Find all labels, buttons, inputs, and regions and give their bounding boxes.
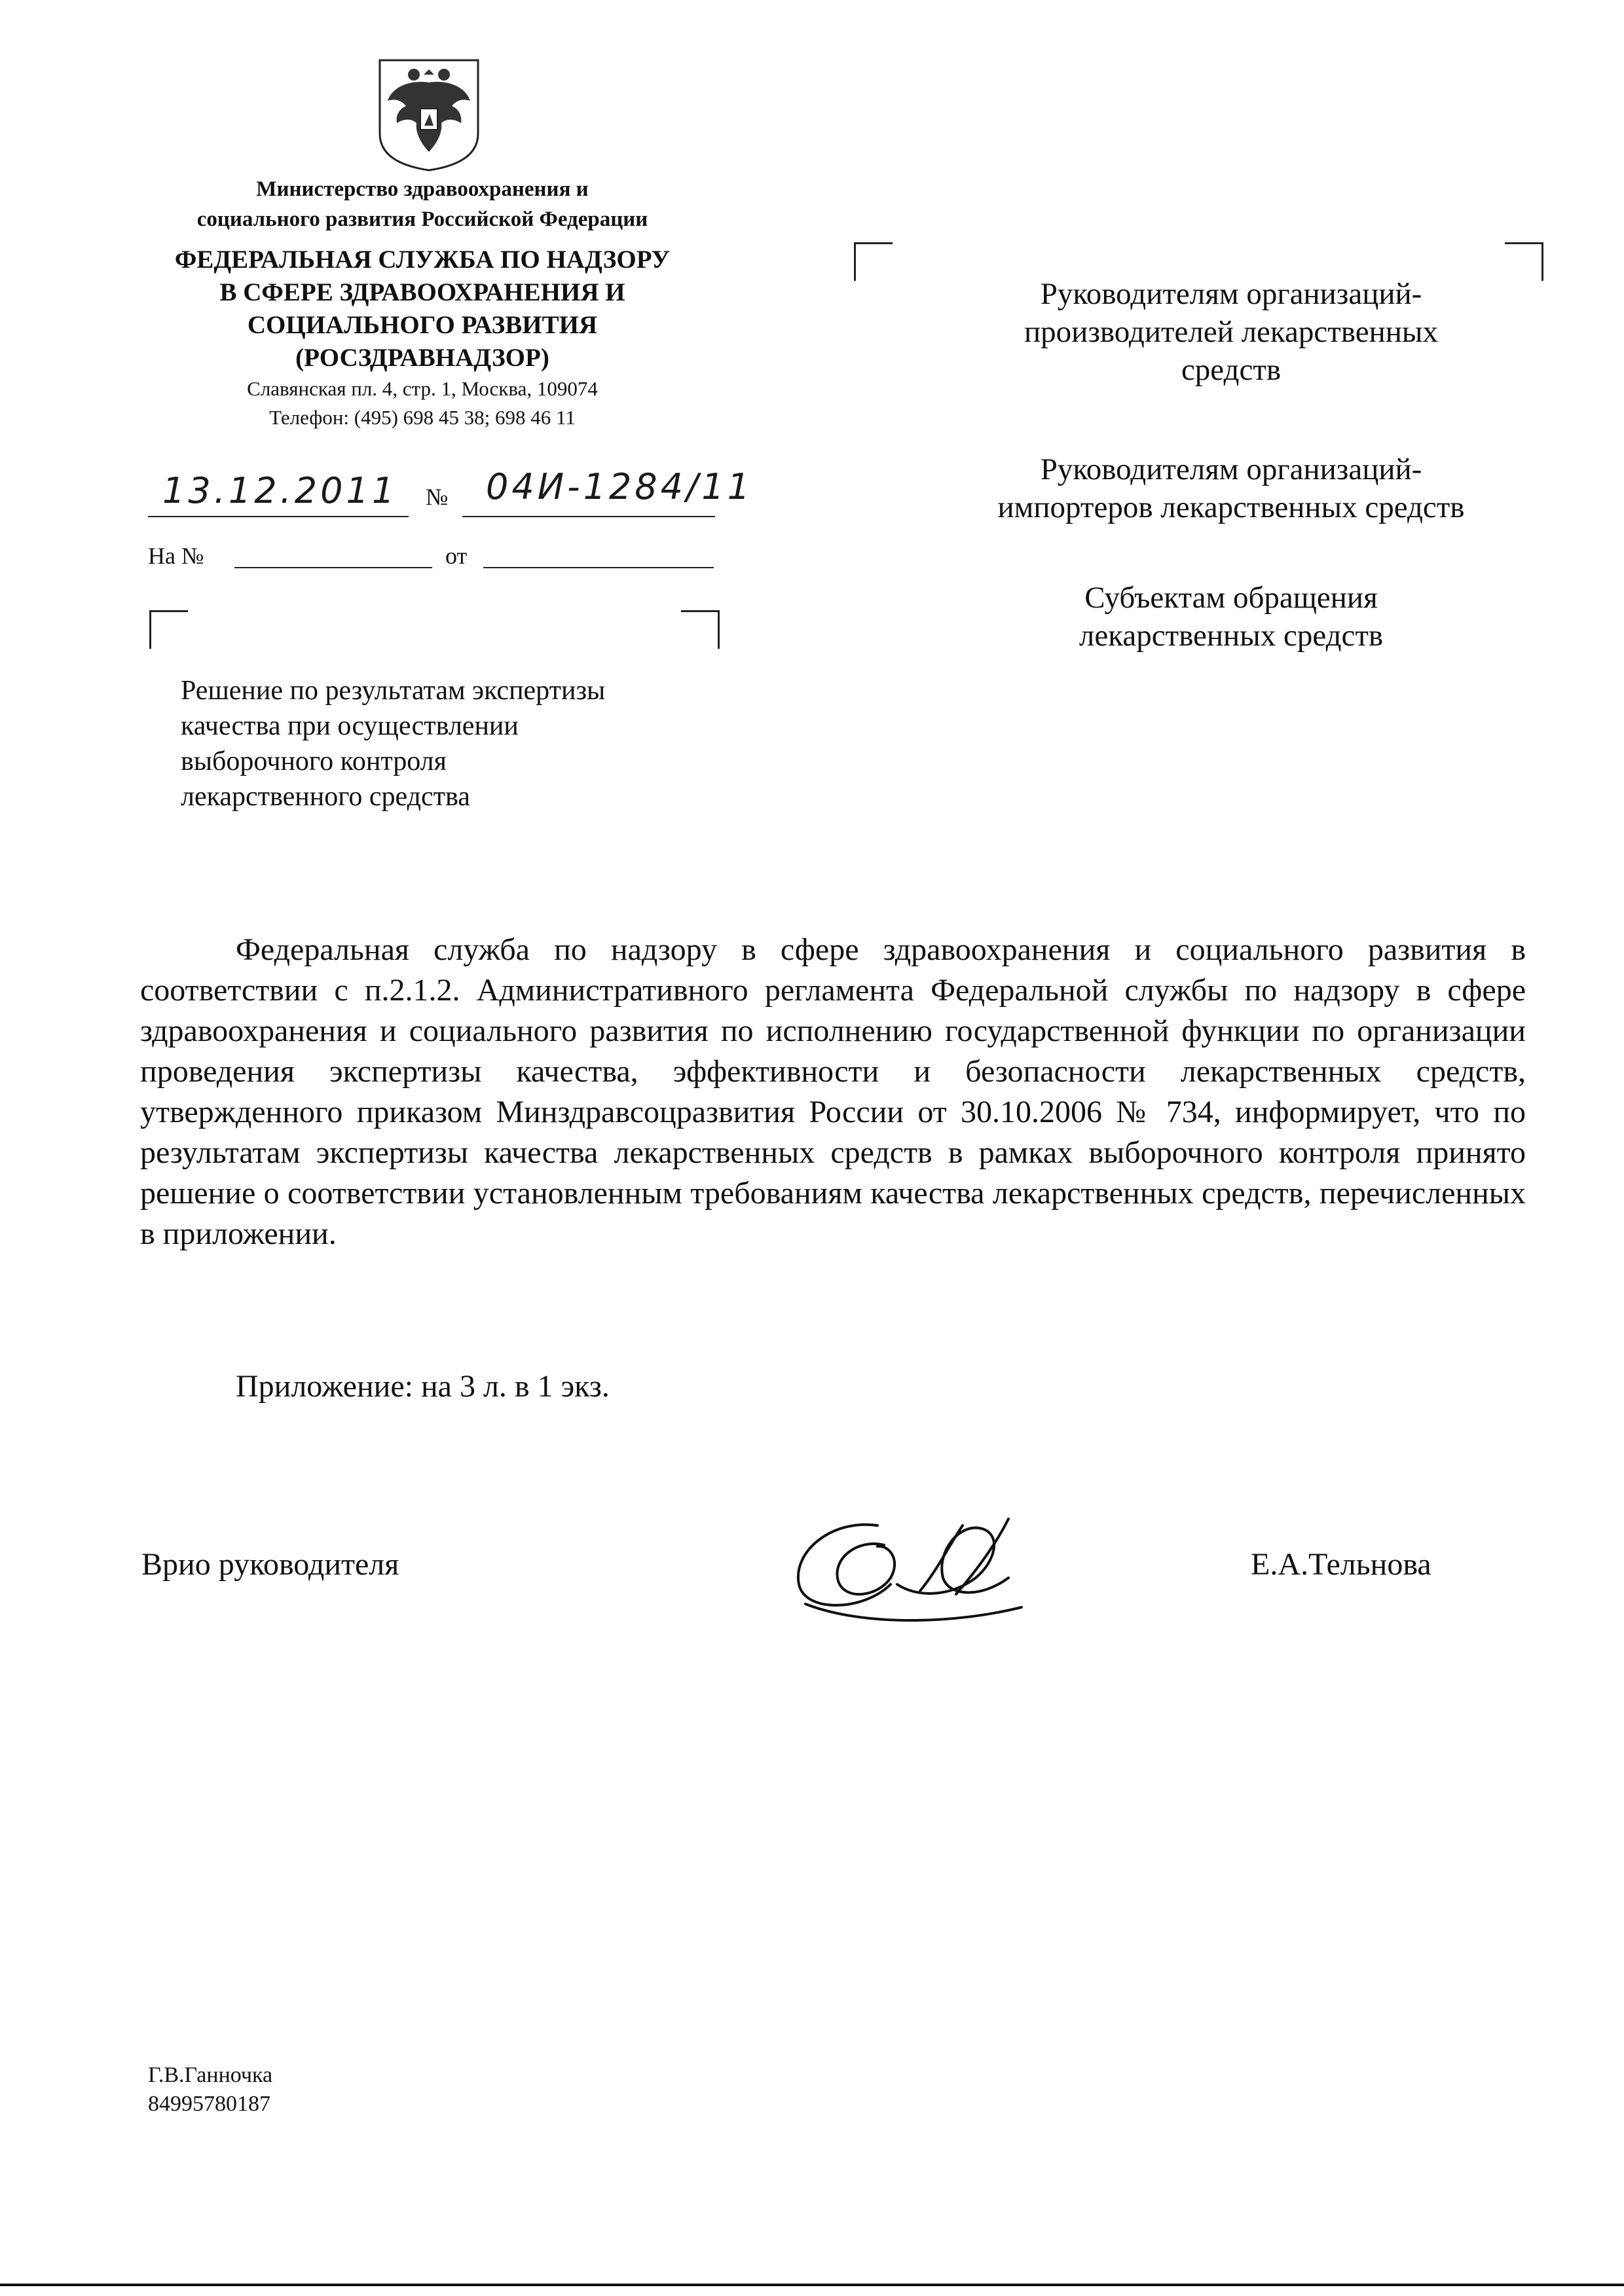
recipient-3-line-1: Субъектам обращения <box>1084 581 1378 615</box>
signer-position: Врио руководителя <box>141 1547 399 1582</box>
appendix-note: Приложение: на 3 л. в 1 экз. <box>236 1369 610 1404</box>
executor-phone: 84995780187 <box>148 2092 270 2116</box>
recipient-1-line-1: Руководителям организаций- <box>1040 277 1422 311</box>
letter-number: 04И-1284/11 <box>486 466 753 507</box>
handwritten-signature <box>786 1499 1035 1630</box>
recipient-3 <box>871 579 1591 655</box>
sender-address: Славянская пл. 4, стр. 1, Москва, 109074 <box>247 377 598 400</box>
ministry-line-2: социального развития Российской Федерации <box>196 208 648 231</box>
bottom-rule <box>0 2284 1624 2286</box>
subject-line-3: выборочного контроля <box>181 746 447 776</box>
recipient-3-line-2: лекарственных средств <box>1079 619 1384 653</box>
reply-to-label: На № <box>148 543 204 569</box>
executor-name: Г.В.Ганночка <box>148 2063 273 2087</box>
service-line-4: (РОСЗДРАВНАДЗОР) <box>295 344 549 372</box>
recipient-2-line-1: Руководителям организаций- <box>1040 452 1422 486</box>
subject-corner-right <box>681 610 720 649</box>
service-line-3: СОЦИАЛЬНОГО РАЗВИТИЯ <box>247 311 598 339</box>
letter-body <box>140 930 1526 1254</box>
recipient-1-line-3: средств <box>1181 353 1282 387</box>
recipient-2-line-2: импортеров лекарственных средств <box>997 490 1465 524</box>
service-name <box>118 244 727 374</box>
sender-phone: Телефон: (495) 698 45 38; 698 46 11 <box>269 406 576 429</box>
number-underline <box>462 516 715 517</box>
letter-date: 13.12.2011 <box>162 470 398 511</box>
letter-subject <box>181 673 605 814</box>
service-line-2: В СФЕРЕ ЗДРАВООХРАНЕНИЯ И <box>219 278 625 306</box>
number-label: № <box>426 484 449 510</box>
ministry-name <box>118 174 727 234</box>
subject-line-4: лекарственного средства <box>181 782 470 812</box>
recipient-1-line-2: производителей лекарственных <box>1024 315 1438 349</box>
reply-from-label: от <box>445 543 468 569</box>
signer-name: Е.А.Тельнова <box>1251 1547 1431 1582</box>
date-underline <box>148 516 409 517</box>
service-line-1: ФЕДЕРАЛЬНАЯ СЛУЖБА ПО НАДЗОРУ <box>174 246 671 274</box>
ministry-line-1: Министерство здравоохранения и <box>256 177 589 201</box>
recipient-1 <box>871 275 1591 389</box>
coat-of-arms-icon <box>373 55 485 173</box>
recipient-2 <box>871 450 1591 526</box>
reply-number-blank <box>234 567 432 568</box>
reply-date-blank <box>483 567 714 568</box>
sender-contacts <box>118 374 727 432</box>
executor-info <box>148 2061 272 2119</box>
subject-line-1: Решение по результатам экспертизы <box>181 676 606 706</box>
subject-line-2: качества при осуществлении <box>181 711 519 741</box>
body-paragraph: Федеральная служба по надзору в сфере здравоохранения и социального развития в соответствии с п.2.1.2. Административного регламента Федеральной службы по надзору в сфере здравоохранения и социального развития по исполнению государственной функции по организации проведения экспертизы качества, эффективности и безопасности лекарственных средств, утвержденного приказом Минздравсоцразвития России от 30.10.2006 № 734, информирует, что по результатам экспертизы качества лекарственных средств в рамках выборочного контроля принято решение о соответствии установленным требованиям качества лекарственных средств, перечисленных в приложении. <box>140 932 1526 1251</box>
subject-corner-left <box>149 610 188 649</box>
